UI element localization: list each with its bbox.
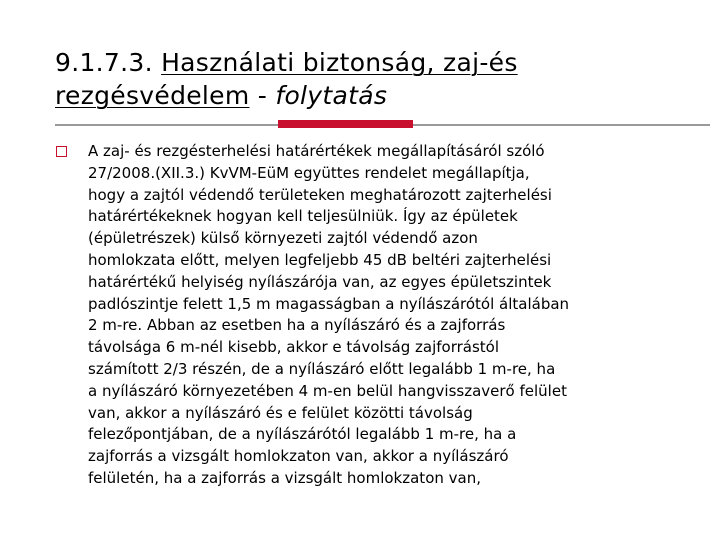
paragraph-line: számított 2/3 részén, de a nyílászáró előtt legalább 1 m-re, ha <box>88 359 556 378</box>
paragraph-line: padlószintje felett 1,5 m magasságban a nyílászárótól általában <box>88 294 570 313</box>
paragraph-line: van, akkor a nyílászáró és e felület közötti távolság <box>88 403 473 422</box>
slide-title <box>55 46 695 112</box>
paragraph-line: 27/2008.(XII.3.) KvVM-EüM együttes rendelet megállapítja, <box>88 163 530 182</box>
title-accent-bar <box>278 120 413 128</box>
paragraph-line: távolsága 6 m-nél kisebb, akkor e távolság zajforrástól <box>88 338 499 357</box>
title-number: 9.1.7.3. <box>55 48 153 77</box>
paragraph-line: hogy a zajtól védendő területeken meghatározott zajterhelési <box>88 185 552 204</box>
paragraph-line: (épületrészek) külső környezeti zajtól védendő azon <box>88 229 478 248</box>
paragraph-line: 2 m-re. Abban az esetben ha a nyílászáró és a zajforrás <box>88 316 506 335</box>
paragraph-line: felezőpontjában, de a nyílászárótól legalább 1 m-re, ha a <box>88 425 517 444</box>
paragraph-line: homlokzata előtt, melyen legfeljebb 45 dB beltéri zajterhelési <box>88 250 552 269</box>
paragraph-line: határértékű helyiség nyílászárója van, az egyes épületszintek <box>88 272 552 291</box>
paragraph-line: zajforrás a vizsgált homlokzaton van, akkor a nyílászáró <box>88 447 509 466</box>
paragraph-line: felületén, ha a zajforrás a vizsgált homlokzaton van, <box>88 468 481 487</box>
hollow-square-bullet-icon <box>56 146 67 157</box>
title-underlined-line1: Használati biztonság, zaj-és <box>161 48 518 77</box>
title-continuation: folytatás <box>275 81 388 110</box>
paragraph-line: A zaj- és rezgésterhelési határértékek megállapításáról szóló <box>88 142 545 160</box>
paragraph <box>88 141 710 490</box>
paragraph-line: határértékeknek hogyan kell teljesülniük. Így az épületek <box>88 207 518 226</box>
title-underlined-line2: rezgésvédelem <box>55 81 250 110</box>
paragraph-line: a nyílászáró környezetében 4 m-en belül hangvisszaverő felület <box>88 381 567 400</box>
title-separator: - <box>249 81 276 110</box>
